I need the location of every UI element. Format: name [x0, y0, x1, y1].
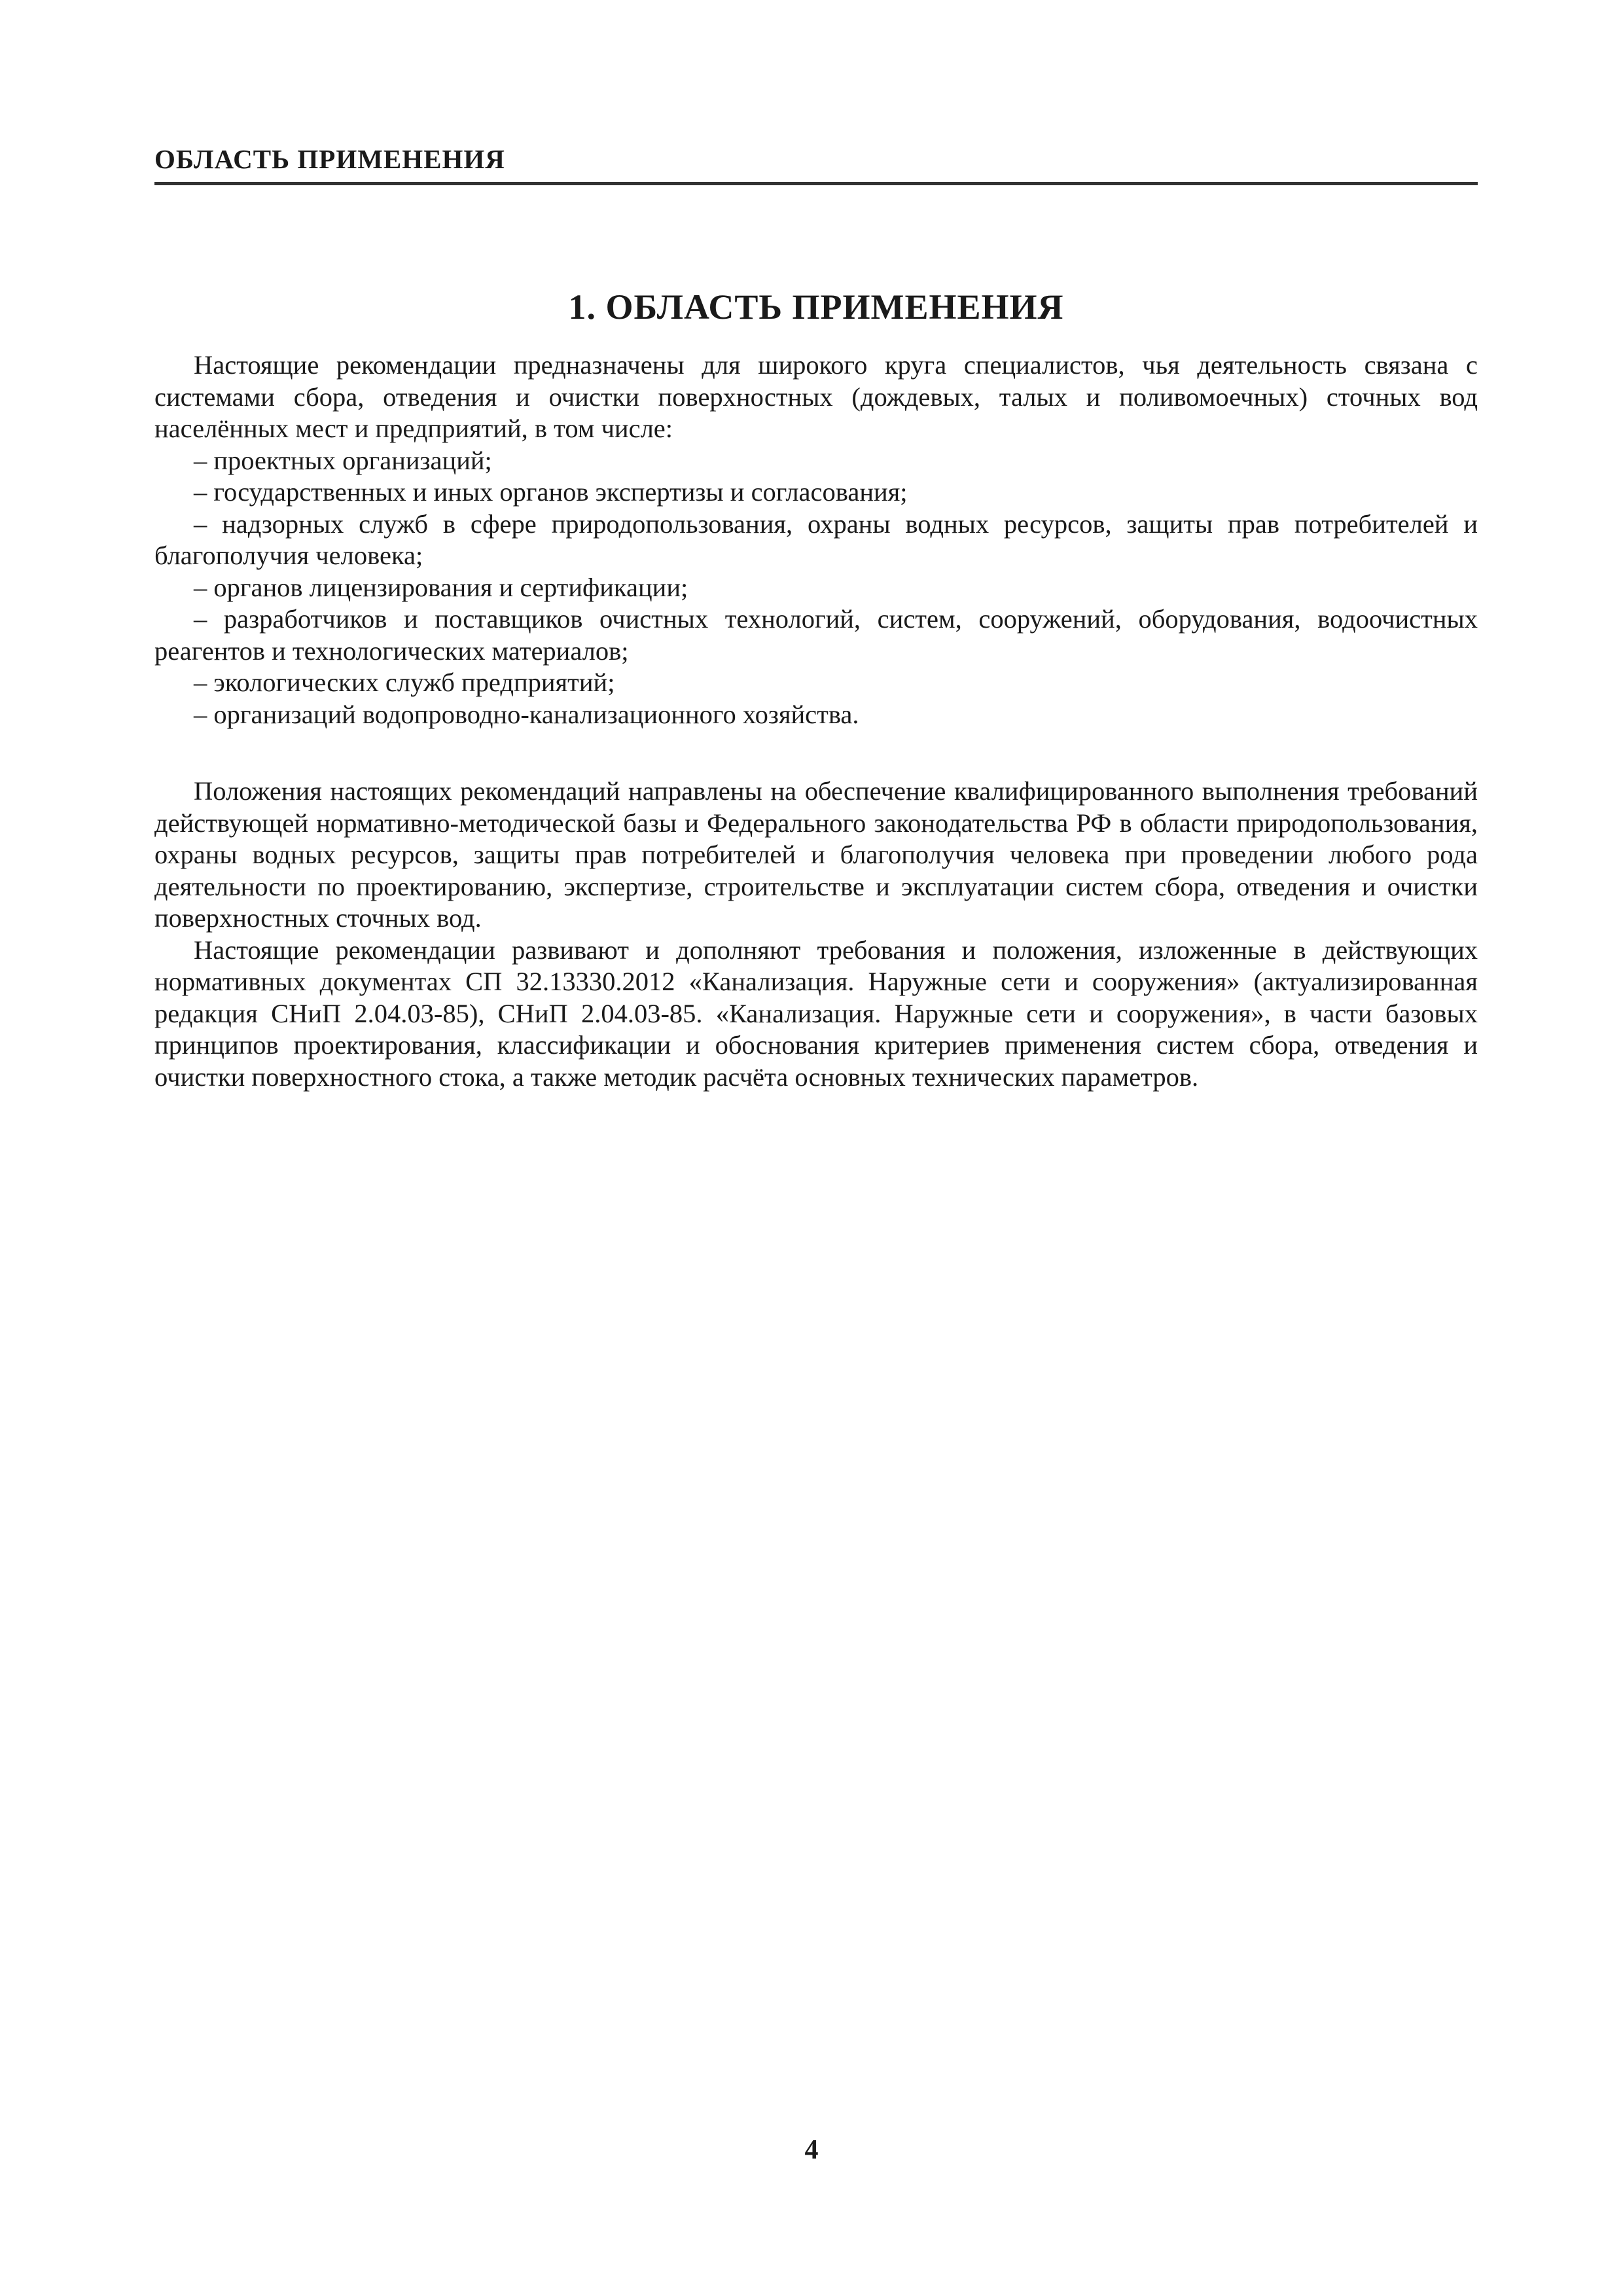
body-paragraph: Настоящие рекомендации развивают и дополняют требования и положения, изложенные в действующих нормативных документах СП 32.13330.2012 «Канализация. Наружные сети и сооружения» (актуализированная редакция СНиП 2.04.03-85), СНиП 2.04.03-85. «Канализация. Наружные сети и сооружения», в части базовых принципов проектирования, классификации и обоснования критериев применения систем сбора, отведения и очистки поверхностного стока, а также методик расчёта основных технических параметров.	[154, 935, 1478, 1092]
list-item: – надзорных служб в сфере природопользования, охраны водных ресурсов, защиты прав потребителей и благополучия человека;	[154, 509, 1478, 570]
list-item: – органов лицензирования и сертификации;	[194, 572, 688, 602]
list-item: – государственных и иных органов экспертизы и согласования;	[194, 477, 908, 507]
header-divider	[154, 182, 1478, 185]
list-item: – разработчиков и поставщиков очистных технологий, систем, сооружений, оборудования, водоочистных реагентов и технологических материалов;	[154, 604, 1478, 666]
body-paragraph: Положения настоящих рекомендаций направлены на обеспечение квалифицированного выполнения требований действующей нормативно-методической базы и Федерального законодательства РФ в области природопользования, охраны водных ресурсов, защиты прав потребителей и благополучия человека при проведении любого рода деятельности по проектированию, экспертизе, строительстве и эксплуатации систем сбора, отведения и очистки поверхностных сточных вод.	[154, 776, 1478, 933]
section-title: 1. ОБЛАСТЬ ПРИМЕНЕНИЯ	[568, 287, 1064, 327]
page-number: 4	[804, 2135, 819, 2165]
intro-paragraph: Настоящие рекомендации предназначены для широкого круга специалистов, чья деятельность связана с системами сбора, отведения и очистки поверхностных (дождевых, талых и поливомоечных) сточных вод населённых мест и предприятий, в том числе:	[154, 350, 1478, 443]
running-header: ОБЛАСТЬ ПРИМЕНЕНИЯ	[154, 144, 505, 174]
intro-block	[154, 350, 1478, 730]
audience-list	[154, 445, 1478, 731]
body-block	[154, 776, 1478, 1093]
list-item: – проектных организаций;	[194, 445, 492, 475]
list-item: – экологических служб предприятий;	[194, 668, 615, 697]
list-item: – организаций водопроводно-канализационного хозяйства.	[194, 699, 859, 729]
